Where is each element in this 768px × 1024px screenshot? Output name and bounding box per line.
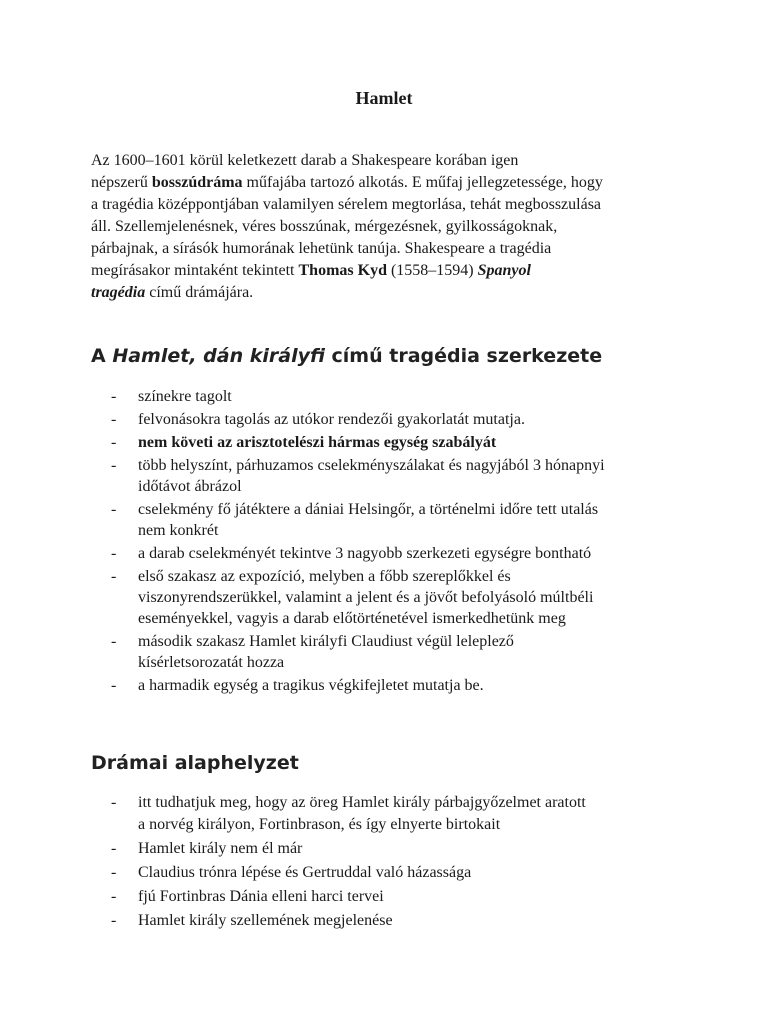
list-item-text: nem konkrét [138,522,219,539]
intro-line-1: Az 1600–1601 körül keletkezett darab a Shakespeare korában igen [91,152,519,169]
list-item-text: fjú Fortinbras Dánia elleni harci tervei [138,888,384,905]
intro-line-5: párbajnak, a sírásók humorának lehetünk tanúja. Shakespeare a tragédia [91,240,552,257]
list-item-text: nem követi az arisztotelészi hármas egység szabályát [138,434,497,451]
intro-text: népszerű [91,174,152,191]
bullet-dash: - [111,568,117,585]
intro-line-4: áll. Szellemjelenésnek, véres bosszúnak, mérgezésnek, gyilkosságoknak, [91,218,558,235]
list-item-text: viszonyrendszerükkel, valamint a jelent és a jövőt befolyásoló múltbéli [138,589,594,606]
structure-list [111,386,711,698]
list-item-text: cselekmény fő játéktere a dániai Helsingőr, a történelmi időre tett utalás [138,501,599,518]
list-item-text: itt tudhatjuk meg, hogy az öreg Hamlet király párbajgyőzelmet aratott [138,794,586,811]
list-item-text: Hamlet király nem él már [138,840,303,857]
list-item [111,631,711,673]
bullet-dash: - [111,411,117,428]
heading-text: A [91,345,113,367]
bullet-dash: - [111,434,117,451]
intro-text: műfajába tartozó alkotás. E műfaj jellegzetessége, hogy [242,174,603,191]
list-item-text: Claudius trónra lépése és Gertruddal való házassága [138,864,472,881]
bullet-dash: - [111,633,117,650]
list-item [111,910,711,932]
list-item-text: Hamlet király szellemének megjelenése [138,912,393,929]
list-item-text: időtávot ábrázol [138,478,242,495]
list-item [111,886,711,908]
list-item [111,675,711,696]
bullet-dash: - [111,864,117,881]
section-heading-structure [91,343,602,369]
list-item [111,499,711,541]
bullet-dash: - [111,501,117,518]
list-item [111,792,711,836]
list-item [111,409,711,430]
heading-text: című tragédia szerkezete [324,345,603,367]
bullet-dash: - [111,457,117,474]
intro-text: című drámájára. [145,284,254,301]
genre-term: bosszúdráma [151,174,243,191]
intro-line-6 [91,260,681,282]
list-item-text: színekre tagolt [138,388,232,405]
intro-text: megírásakor mintaként tekintett [91,262,299,279]
list-item [111,543,711,564]
list-item-text: második szakasz Hamlet királyfi Claudiust végül leleplező [138,633,514,650]
intro-paragraph [91,150,681,304]
list-item-text: több helyszínt, párhuzamos cselekményszálakat és nagyjából 3 hónapnyi [138,457,605,474]
section-heading-situation: Drámai alaphelyzet [91,752,299,774]
work-title: tragédia [91,284,146,301]
list-item [111,386,711,407]
intro-line-7 [91,282,681,304]
list-item [111,455,711,497]
bullet-dash: - [111,677,117,694]
intro-text: (1558–1594) [386,262,478,279]
bullet-dash: - [111,388,117,405]
bullet-dash: - [111,545,117,562]
bullet-dash: - [111,888,117,905]
list-item-text: első szakasz az expozíció, melyben a főbb szereplőkkel és [138,568,511,585]
bullet-dash: - [111,912,117,929]
author-name: Thomas Kyd [298,262,387,279]
bullet-dash: - [111,840,117,857]
list-item [111,838,711,860]
page-title: Hamlet [355,88,413,108]
bullet-dash: - [111,794,117,811]
list-item-text: a harmadik egység a tragikus végkifejletet mutatja be. [138,677,484,694]
intro-line-2 [91,172,681,194]
list-item [111,566,711,629]
heading-italic-title: Hamlet, dán királyfi [112,345,325,367]
list-item-text: kísérletsorozatát hozza [138,654,285,671]
intro-line-3: a tragédia középpontjában valamilyen sérelem megtorlása, tehát megbosszulása [91,196,602,213]
work-title: Spanyol [477,262,531,279]
list-item-text: a norvég királyon, Fortinbrason, és így elnyerte birtokait [138,816,501,833]
list-item-text: felvonásokra tagolás az utókor rendezői gyakorlatát mutatja. [138,411,525,428]
list-item [111,862,711,884]
list-item-text: eseményekkel, vagyis a darab előtörténetével ismerkedhetünk meg [138,610,566,627]
list-item-text: a darab cselekményét tekintve 3 nagyobb szerkezeti egységre bontható [138,545,592,562]
list-item [111,432,711,453]
situation-list [111,792,711,934]
